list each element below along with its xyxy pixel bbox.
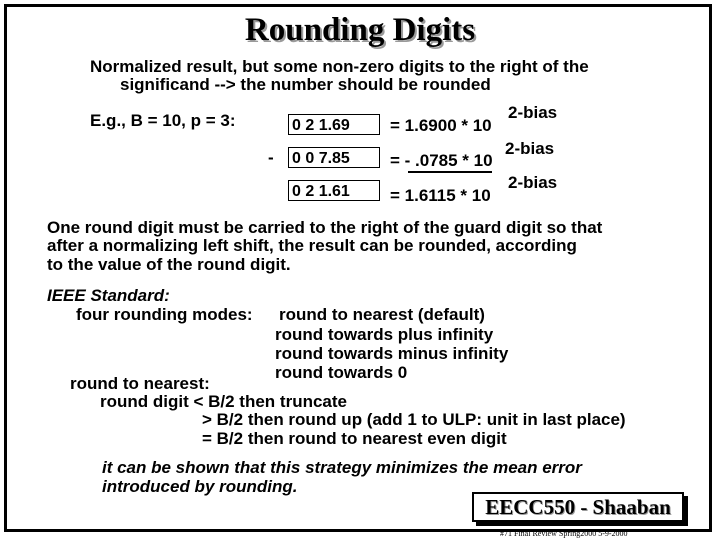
example-row1-value: = 1.6900 * 10 bbox=[390, 116, 492, 135]
intro-line-2: significand --> the number should be rounded bbox=[120, 75, 491, 94]
example-row3-exponent: 2-bias bbox=[508, 173, 558, 192]
slide-footer: #71 Final Review Spring2000 5-9-2000 bbox=[500, 529, 628, 538]
mode-minus-infinity: round towards minus infinity bbox=[275, 344, 509, 363]
example-row3-value: = 1.6115 * 10 bbox=[390, 186, 491, 205]
example-label: E.g., B = 10, p = 3: bbox=[90, 111, 236, 130]
example-row1-exponent: 2-bias bbox=[508, 103, 558, 122]
rule-truncate: round digit < B/2 then truncate bbox=[100, 392, 347, 411]
paragraph-line-1: One round digit must be carried to the right of the guard digit so that bbox=[47, 218, 603, 237]
example-minus-sign: - bbox=[268, 148, 274, 167]
page-title: Rounding Digits bbox=[244, 12, 476, 48]
rule-round-even: = B/2 then round to nearest even digit bbox=[202, 429, 507, 448]
rule-round-up: > B/2 then round up (add 1 to ULP: unit in last place) bbox=[202, 410, 626, 429]
example-row3-box: 0 2 1.61 bbox=[288, 180, 380, 201]
conclusion-line-1: it can be shown that this strategy minimizes the mean error bbox=[102, 458, 582, 477]
example-row1-box: 0 2 1.69 bbox=[288, 114, 380, 135]
mode-towards-zero: round towards 0 bbox=[275, 363, 408, 382]
round-to-nearest-heading: round to nearest: bbox=[70, 374, 210, 393]
paragraph-line-3: to the value of the round digit. bbox=[47, 255, 291, 274]
subtraction-line bbox=[408, 171, 492, 173]
conclusion-line-2: introduced by rounding. bbox=[102, 477, 298, 496]
course-badge: EECC550 - Shaaban bbox=[472, 492, 684, 522]
example-row2-exponent: 2-bias bbox=[505, 139, 555, 158]
intro-line-1: Normalized result, but some non-zero digits to the right of the bbox=[90, 57, 589, 76]
mode-plus-infinity: round towards plus infinity bbox=[275, 325, 494, 344]
mode-round-to-nearest: round to nearest (default) bbox=[279, 305, 485, 324]
ieee-heading: IEEE Standard: bbox=[47, 286, 170, 305]
rounding-modes-label: four rounding modes: bbox=[76, 305, 253, 324]
example-row2-value: = - .0785 * 10 bbox=[390, 151, 493, 170]
example-row2-box: 0 0 7.85 bbox=[288, 147, 380, 168]
paragraph-line-2: after a normalizing left shift, the result can be rounded, according bbox=[47, 236, 577, 255]
